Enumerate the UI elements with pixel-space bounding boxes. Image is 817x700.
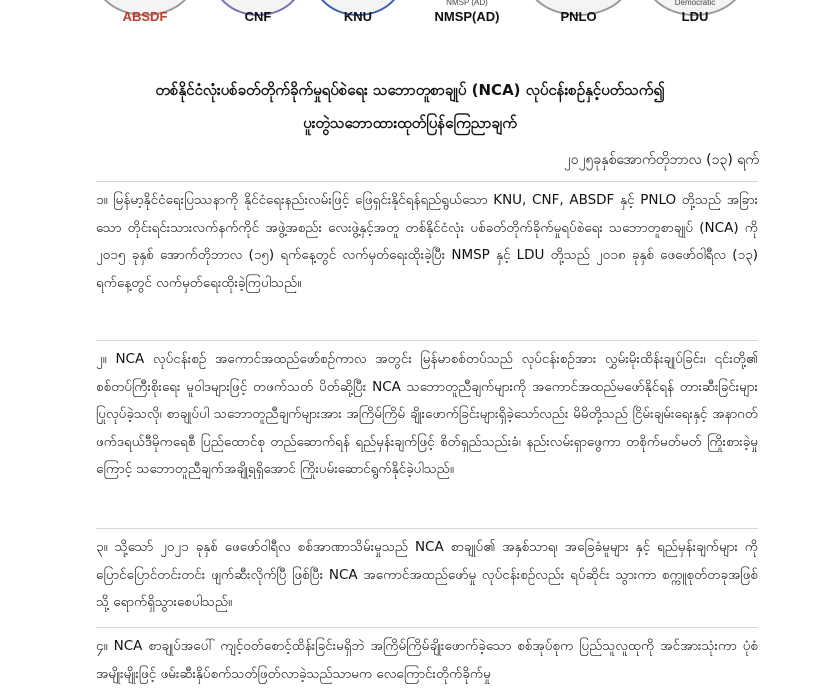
- logo-sublabel: NMSP (AD): [446, 0, 488, 7]
- logo-label: CNF: [244, 9, 272, 24]
- title-line-1: တစ်နိုင်ငံလုံးပစ်ခတ်တိုက်ခိုက်မှုရပ်စဲရေး သဘောတူစာချုပ် (NCA) လုပ်ငန်းစဉ်နှင့်ပတ်သက်၍: [155, 81, 665, 99]
- paragraph-1: ၁။ မြန်မာ့နိုင်ငံရေးပြဿနာကို နိုင်ငံရေးနည်းလမ်းဖြင့် ဖြေရှင်းနိုင်ရန်ရည်ရွယ်သော KNU, CNF, ABSDF နှင့် PNLO တို့သည် အခြားသော တိုင်းရင်းသားလက်နက်ကိုင် အဖွဲ့အစည်း လေးဖွဲ့နှင့်အတူ တစ်နိုင်ငံလုံး ပစ်ခတ်တိုက်ခိုက်မှုရပ်စဲရေး သဘောတူစာချုပ် (NCA) ကို ၂၀၁၅ ခုနှစ် အောက်တိုဘာလ (၁၅) ရက်နေ့တွင် လက်မှတ်ရေးထိုးခဲ့ပြီး NMSP နှင့် LDU တို့သည် ၂၀၁၈ ခုနှစ် ဖေဖော်ဝါရီလ (၁၃) ရက်နေ့တွင် လက်မှတ်ရေးထိုးခဲ့ကြပါသည်။: [96, 192, 758, 291]
- logo-knu: [313, 0, 403, 32]
- logo-label: NMSP(AD): [434, 9, 500, 24]
- divider: [96, 181, 758, 182]
- title-line-2: ပူးတွဲသဘောထားထုတ်ပြန်ကြေညာချက်: [303, 114, 517, 132]
- organization-logos: [0, 0, 817, 32]
- paragraph-4: ၄။ NCA စာချုပ်အပေါ် ကျင့်ဝတ်စောင့်ထိန်းခြင်းမရှိဘဲ အကြိမ်ကြိမ်ချိုးဖောက်ခဲ့သော စစ်အုပ်စုက ပြည်သူလူထုကို အင်အားသုံးကာ ပုံစံအမျိုးမျိုးဖြင့် ဖမ်းဆီးနှိပ်စက်သတ်ဖြတ်လာခဲ့သည်သာမက လေကြောင်းတိုက်ခိုက်မှု: [96, 638, 758, 682]
- logo-label: ABSDF: [122, 9, 168, 24]
- divider: [96, 528, 758, 529]
- logo-nmsp-ad: [408, 0, 526, 32]
- paragraph-3: ၃။ သို့သော် ၂၀၂၁ ခုနှစ် ဖေဖော်ဝါရီလ စစ်အာဏာသိမ်းမှုသည် NCA စာချုပ်၏ အနှစ်သာရ၊ အခြေခံမူများ နှင့် ရည်မှန်းချက်များ ကို ပြောင်ပြောင်တင်းတင်း ဖျက်ဆီးလိုက်ပြီ ဖြစ်ပြီး NCA အကောင်အထည်ဖော်မှု လုပ်ငန်းစဉ်လည်း ရပ်ဆိုင်း သွားကာ စက္ကူစုတ်တခုအဖြစ်သို့ ရောက်ရှိသွားစေပါသည်။: [96, 539, 758, 610]
- logo-label: KNU: [343, 9, 373, 24]
- logo-ldu: [645, 0, 745, 32]
- logo-pnlo: [526, 0, 631, 32]
- logo-cnf: [213, 0, 303, 32]
- paragraph-2: ၂။ NCA လုပ်ငန်းစဉ် အကောင်အထည်ဖော်စဉ်ကာလ အတွင်း မြန်မာစစ်တပ်သည် လုပ်ငန်းစဉ်အား လွှမ်းမိုးထိန်းချုပ်ခြင်း၊ ၎င်းတို့၏ စစ်တပ်ကြီးစိုးရေး မူဝါဒများဖြင့် တဖက်သတ် ပိတ်ဆို့ပြီး NCA သဘောတူညီချက်များကို အကောင်အထည်မဖော်နိုင်ရန် တားဆီးခြင်းများပြုလုပ်ခဲ့သလို၊ စာချုပ်ပါ သဘောတူညီချက်များအား အကြိမ်ကြိမ် ချိုးဖောက်ခြင်းများရှိခဲ့သော်လည်း မိမိတို့သည် ငြိမ်းချမ်းရေးနှင့် အနာဂတ်ဖက်ဒရယ်ဒီမိုကရေစီ ပြည်ထောင်စု တည်ဆောက်ရန် ရည်မှန်းချက်ဖြင့် စိတ်ရှည်သည်းခံ၊ နည်းလမ်းရှာဖွေကာ တစိုက်မတ်မတ် ကြိုးစားခဲ့မှုကြောင့် သဘောတူညီချက်အချို့ရရှိအောင် ကြိုးပမ်းဆောင်ရွက်နိုင်ခဲ့ပါသည်။: [96, 351, 758, 477]
- statement-date: ၂၀၂၅ခုနှစ်အောက်တိုဘာလ (၁၃) ရက်: [563, 152, 759, 168]
- logo-label: LDU: [681, 9, 709, 24]
- logo-sublabel: Democratic: [674, 0, 716, 7]
- statement-title: [60, 74, 760, 140]
- logo-absdf: [95, 0, 195, 32]
- divider: [96, 340, 758, 341]
- divider: [96, 627, 758, 628]
- logo-label: PNLO: [560, 9, 597, 24]
